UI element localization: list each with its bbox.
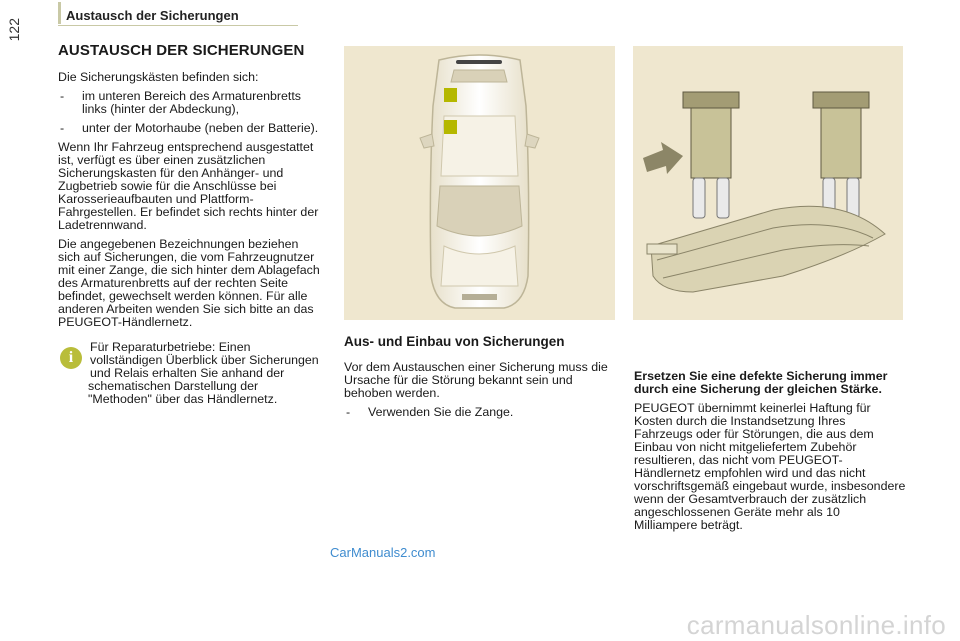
paragraph-liability: PEUGEOT übernimmt keinerlei Haftung für Kosten durch die Instandsetzung Ihres Fahrzeugs oder für Störungen, die aus dem Einbau von nicht mitgeliefertem Zubehör resultieren, das nicht vom PEUGEOT-Händlernetz empfohlen wird und das nicht vorschriftsgemäß eingebaut wurde, insbesondere wenn der Gesamtverbrauch der zusätzlich angeschlossenen Geräte mehr als 10 Milliampere beträgt. xyxy=(634,401,906,532)
step-list xyxy=(344,406,616,419)
intro-text: Die Sicherungskästen befinden sich: xyxy=(58,70,259,84)
fuse-and-pliers-illustration xyxy=(633,46,903,320)
left-column xyxy=(58,40,320,406)
location-list xyxy=(58,90,320,135)
page-title: AUSTAUSCH DER SICHERUNGEN xyxy=(58,42,305,59)
list-item: - im unteren Bereich des Armaturenbretts links (hinter der Abdeckung), xyxy=(58,90,320,116)
page-number: 122 xyxy=(6,18,22,42)
vehicle-top-view-icon xyxy=(344,46,615,320)
vehicle-fusebox-illustration xyxy=(344,46,615,320)
header-accent-bar xyxy=(58,2,61,24)
warning-text: Ersetzen Sie eine defekte Sicherung immer durch eine Sicherung der gleichen Stärke. xyxy=(634,369,888,396)
fuse-box-marker-2 xyxy=(444,120,457,134)
info-note xyxy=(58,341,320,406)
watermark-text: carmanualsonline.info xyxy=(686,610,946,640)
watermark-link[interactable]: CarManuals2.com xyxy=(330,545,436,560)
middle-column xyxy=(344,334,616,425)
fuse-pliers-icon xyxy=(633,46,903,320)
paragraph-designations: Die angegebenen Bezeichnungen beziehen sich auf Sicherungen, die vom Fahrzeugnutzer mit einer Zange, die sich hinter dem Ablagefach des Armaturenbretts auf der rechten Seite befindet, gewechselt werden können. Für alle anderen Arbeiten wenden Sie sich bitte an das PEUGEOT-Händlernetz. xyxy=(58,237,320,329)
list-item: - Verwenden Sie die Zange. xyxy=(344,406,616,419)
section-title: Austausch der Sicherungen xyxy=(66,8,239,23)
right-column xyxy=(634,370,906,538)
info-icon: i xyxy=(60,347,82,369)
info-text: Für Reparaturbetriebe: Einen vollständigen Überblick über Sicherungen und Relais erhalten Sie anhand der schematischen Darstellung der "Methoden" über das Händlernetz. xyxy=(88,340,319,406)
header-divider xyxy=(58,25,298,26)
paragraph-extra-box: Wenn Ihr Fahrzeug entsprechend ausgestattet ist, verfügt es über einen zusätzlichen Sicherungskasten für den Anhänger- und Zugbetrieb sowie für die Anschlüsse bei Karosserieaufbauten und Plattform-Fahrgestellen. Er befindet sich rechts hinter der Ladetrennwand. xyxy=(58,140,319,232)
list-item: - unter der Motorhaube (neben der Batterie). xyxy=(58,122,320,135)
fuse-box-marker-1 xyxy=(444,88,457,102)
paragraph-cause: Vor dem Austauschen einer Sicherung muss die Ursache für die Störung bekannt sein und behoben werden. xyxy=(344,360,608,400)
section-subtitle: Aus- und Einbau von Sicherungen xyxy=(344,334,565,349)
